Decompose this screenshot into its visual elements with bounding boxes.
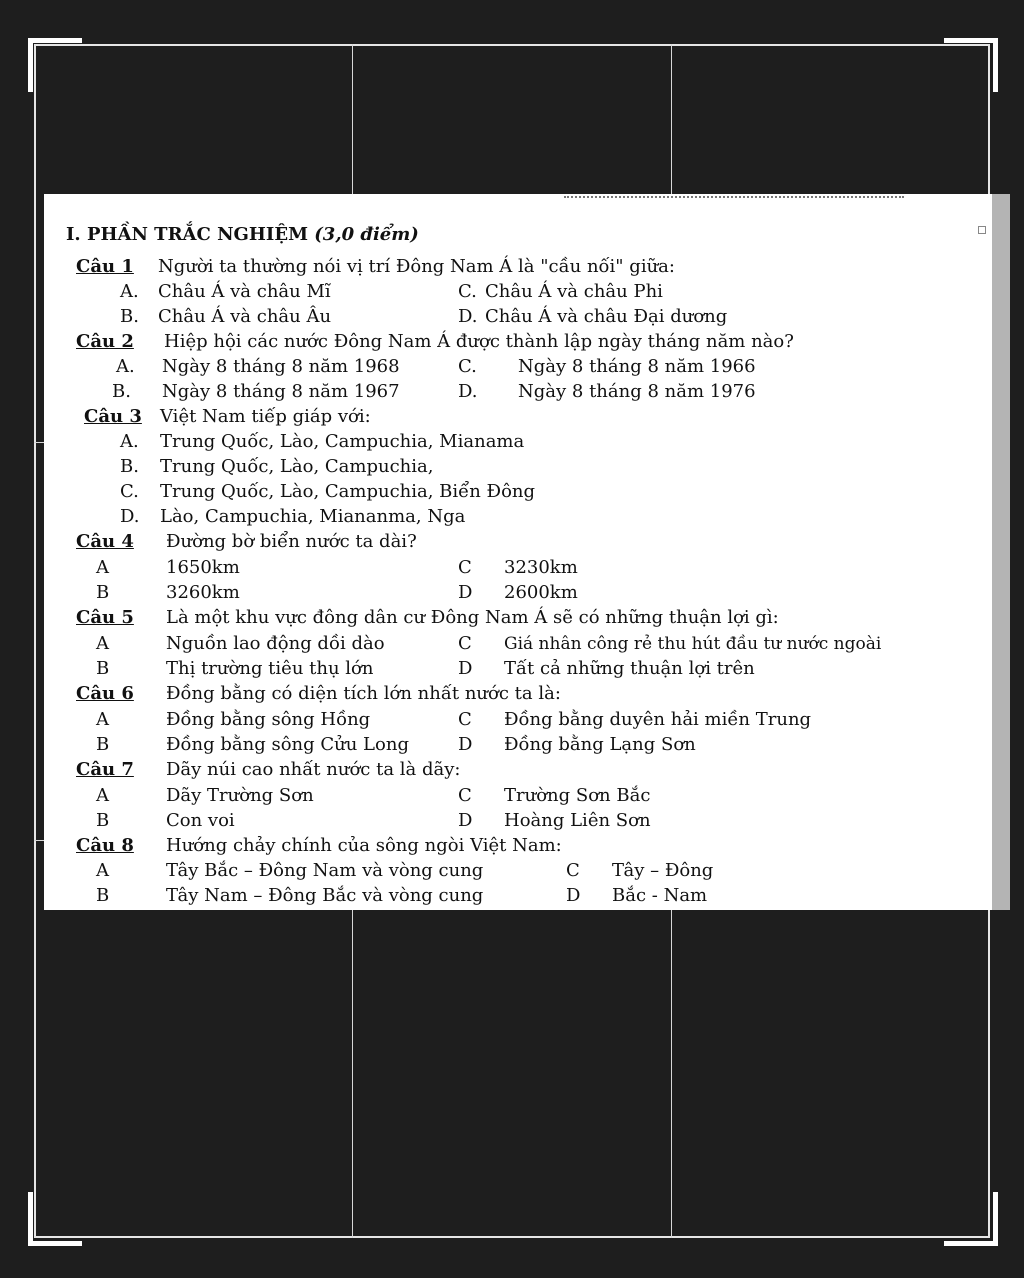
option-text: Ngày 8 tháng 8 năm 1966 xyxy=(518,356,756,377)
question-label: Câu 3 xyxy=(84,406,142,427)
option-text: Con voi xyxy=(166,810,235,831)
option-text: Tây Nam – Đông Bắc và vòng cung xyxy=(166,885,484,906)
question-label: Câu 6 xyxy=(76,683,134,704)
option-letter: B. xyxy=(120,456,139,477)
option-text: 3260km xyxy=(166,582,240,603)
question-label: Câu 7 xyxy=(76,759,134,780)
cut-off-text-line xyxy=(564,194,904,198)
option-letter: D xyxy=(458,658,473,679)
option-text: Tất cả những thuận lợi trên xyxy=(504,658,755,679)
question xyxy=(76,834,134,858)
question xyxy=(76,682,134,706)
option-text: Châu Á và châu Mĩ xyxy=(158,281,331,302)
option-text: Lào, Campuchia, Miananma, Nga xyxy=(160,506,466,527)
option-letter: C xyxy=(458,557,472,578)
question-text: Là một khu vực đông dân cư Đông Nam Á sẽ có những thuận lợi gì: xyxy=(166,607,779,628)
option-text: Thị trường tiêu thụ lớn xyxy=(166,658,374,679)
question-text: Đồng bằng có diện tích lớn nhất nước ta là: xyxy=(166,683,561,704)
option-letter: D. xyxy=(458,306,478,327)
option-letter: A xyxy=(96,633,109,654)
question xyxy=(76,330,134,354)
option-letter: B. xyxy=(120,306,139,327)
option-text: Ngày 8 tháng 8 năm 1976 xyxy=(518,381,756,402)
option-text: Đồng bằng sông Hồng xyxy=(166,709,371,730)
option-text: Nguồn lao động dồi dào xyxy=(166,633,385,654)
question-text: Đường bờ biển nước ta dài? xyxy=(166,531,417,552)
option-letter: D xyxy=(458,582,473,603)
section-title: I. PHẦN TRẮC NGHIỆM xyxy=(66,224,308,245)
question xyxy=(76,758,134,782)
question-label: Câu 1 xyxy=(76,256,134,277)
document-image xyxy=(44,194,1010,910)
question-text: Việt Nam tiếp giáp với: xyxy=(160,406,371,427)
option-text: Hoàng Liên Sơn xyxy=(504,810,651,831)
option-letter: B xyxy=(96,885,110,906)
question-label: Câu 2 xyxy=(76,331,134,352)
option-text: 1650km xyxy=(166,557,240,578)
option-text: 3230km xyxy=(504,557,578,578)
option-letter: B xyxy=(96,582,110,603)
option-letter: C xyxy=(566,860,580,881)
option-text: Tây – Đông xyxy=(612,860,714,881)
option-letter: A xyxy=(96,557,109,578)
option-text: Đồng bằng duyên hải miền Trung xyxy=(504,709,812,730)
option-text: Châu Á và châu Đại dương xyxy=(485,306,728,327)
option-text: Đồng bằng sông Cửu Long xyxy=(166,734,409,755)
crop-handle-bottom-right[interactable] xyxy=(944,1192,998,1246)
question xyxy=(76,606,134,630)
option-text: Tây Bắc – Đông Nam và vòng cung xyxy=(166,860,484,881)
option-text: Trung Quốc, Lào, Campuchia, Biển Đông xyxy=(160,481,536,502)
question-label: Câu 5 xyxy=(76,607,134,628)
option-letter: C xyxy=(458,633,472,654)
option-text: 2600km xyxy=(504,582,578,603)
question-label: Câu 4 xyxy=(76,531,134,552)
option-text: Giá nhân công rẻ thu hút đầu tư nước ngoài xyxy=(504,634,882,654)
option-letter: A. xyxy=(120,281,139,302)
question xyxy=(76,530,134,554)
option-text: Trung Quốc, Lào, Campuchia, xyxy=(160,456,434,477)
option-letter: C. xyxy=(458,356,477,377)
option-text: Châu Á và châu Âu xyxy=(158,306,332,327)
question-text: Người ta thường nói vị trí Đông Nam Á là "cầu nối" giữa: xyxy=(158,256,675,277)
option-text: Trường Sơn Bắc xyxy=(504,785,651,806)
crop-handle-top-right[interactable] xyxy=(944,38,998,92)
option-letter: D xyxy=(458,810,473,831)
option-letter: C xyxy=(458,785,472,806)
question-text: Hướng chảy chính của sông ngòi Việt Nam: xyxy=(166,835,562,856)
question-text: Hiệp hội các nước Đông Nam Á được thành lập ngày tháng năm nào? xyxy=(164,331,794,352)
section-points: (3,0 điểm) xyxy=(314,224,419,245)
option-letter: B xyxy=(96,810,110,831)
question xyxy=(84,405,142,429)
question-text: Dãy núi cao nhất nước ta là dãy: xyxy=(166,759,461,780)
option-letter: C. xyxy=(458,281,477,302)
option-letter: B xyxy=(96,658,110,679)
question xyxy=(76,255,134,279)
question-label: Câu 8 xyxy=(76,835,134,856)
option-letter: A xyxy=(96,860,109,881)
option-letter: A xyxy=(96,785,109,806)
option-letter: B. xyxy=(112,381,131,402)
option-text: Châu Á và châu Phi xyxy=(485,281,663,302)
section-heading xyxy=(66,224,419,245)
option-letter: B xyxy=(96,734,110,755)
option-letter: D. xyxy=(458,381,478,402)
option-text: Ngày 8 tháng 8 năm 1968 xyxy=(162,356,400,377)
option-letter: D xyxy=(458,734,473,755)
option-text: Dãy Trường Sơn xyxy=(166,785,314,806)
crop-handle-bottom-left[interactable] xyxy=(28,1192,82,1246)
option-letter: C xyxy=(458,709,472,730)
option-text: Bắc - Nam xyxy=(612,885,708,906)
option-text: Trung Quốc, Lào, Campuchia, Mianama xyxy=(160,431,525,452)
crop-handle-top-left[interactable] xyxy=(28,38,82,92)
option-letter: A. xyxy=(120,431,139,452)
option-letter: D xyxy=(566,885,581,906)
option-text: Đồng bằng Lạng Sơn xyxy=(504,734,696,755)
option-letter: A xyxy=(96,709,109,730)
option-text: Ngày 8 tháng 8 năm 1967 xyxy=(162,381,400,402)
option-letter: A. xyxy=(116,356,135,377)
checkbox-icon xyxy=(978,226,986,234)
option-letter: D. xyxy=(120,506,140,527)
option-letter: C. xyxy=(120,481,139,502)
